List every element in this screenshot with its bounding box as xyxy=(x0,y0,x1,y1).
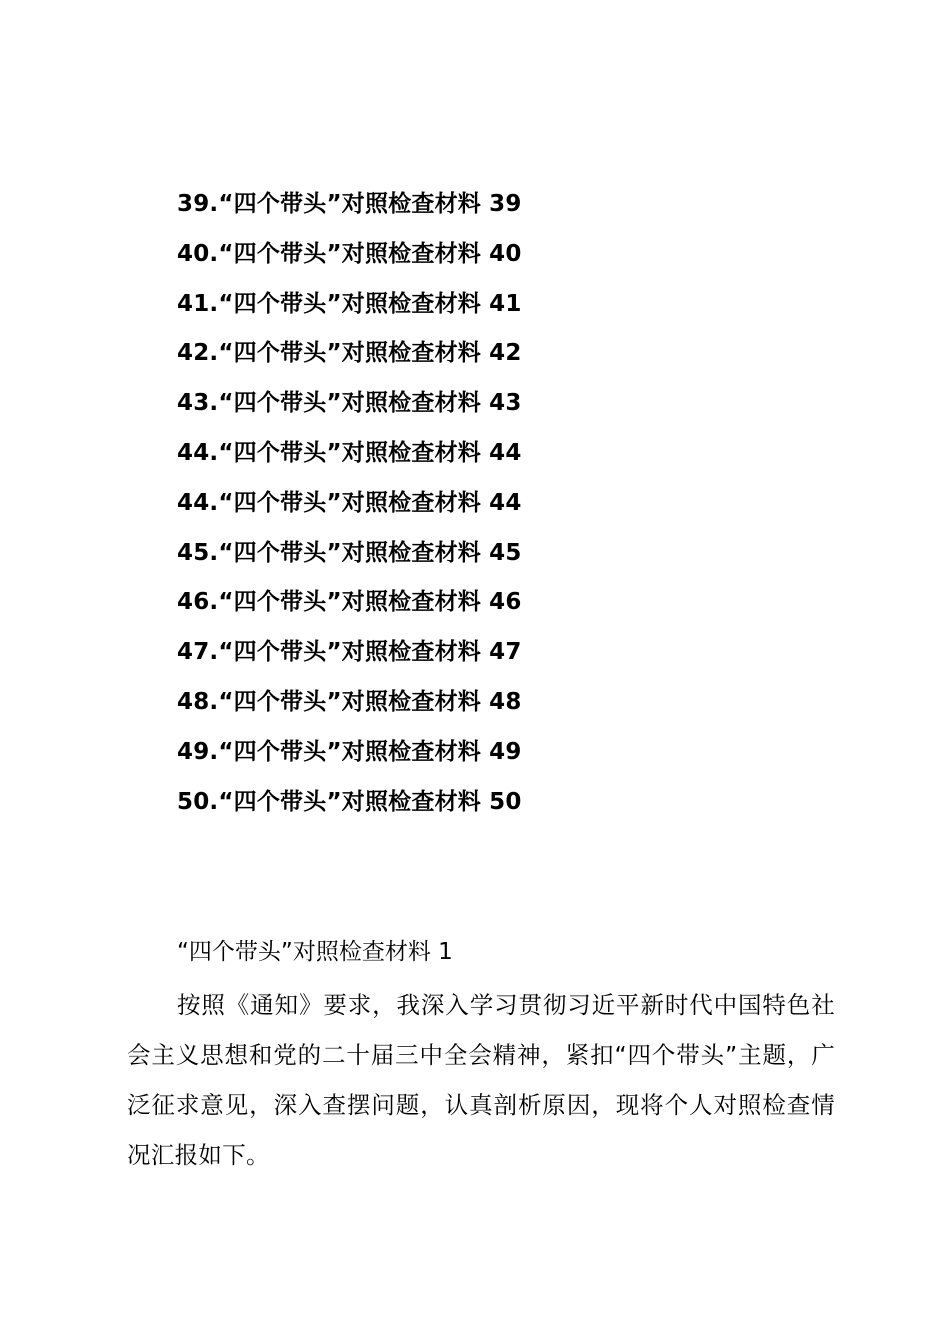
toc-entry: 40.“四个带头”对照检查材料 40 xyxy=(177,240,522,267)
article-body xyxy=(127,930,835,1180)
article-paragraph: 按照《通知》要求，我深入学习贯彻习近平新时代中国特色社会主义思想和党的二十届三中全会精神，紧扣“四个带头”主题，广泛征求意见，深入查摆问题，认真剖析原因，现将个人对照检查情况汇报如下。 xyxy=(127,991,835,1169)
toc-entry: 49.“四个带头”对照检查材料 49 xyxy=(177,738,522,765)
toc-entry: 39.“四个带头”对照检查材料 39 xyxy=(177,191,522,217)
toc-entry: 41.“四个带头”对照检查材料 41 xyxy=(177,290,522,317)
toc-entry: 45.“四个带头”对照检查材料 45 xyxy=(177,539,522,566)
toc-entry: 44.“四个带头”对照检查材料 44 xyxy=(177,439,522,466)
table-of-contents xyxy=(177,186,522,833)
toc-entry: 47.“四个带头”对照检查材料 47 xyxy=(177,639,522,666)
toc-entry: 50.“四个带头”对照检查材料 50 xyxy=(177,788,522,815)
toc-entry: 46.“四个带头”对照检查材料 46 xyxy=(177,589,522,616)
toc-entry: 48.“四个带头”对照检查材料 48 xyxy=(177,688,522,715)
article-title: “四个带头”对照检查材料 1 xyxy=(177,939,453,965)
toc-entry: 43.“四个带头”对照检查材料 43 xyxy=(177,390,522,417)
toc-entry: 42.“四个带头”对照检查材料 42 xyxy=(177,340,522,367)
toc-entry: 44.“四个带头”对照检查材料 44 xyxy=(177,489,522,516)
